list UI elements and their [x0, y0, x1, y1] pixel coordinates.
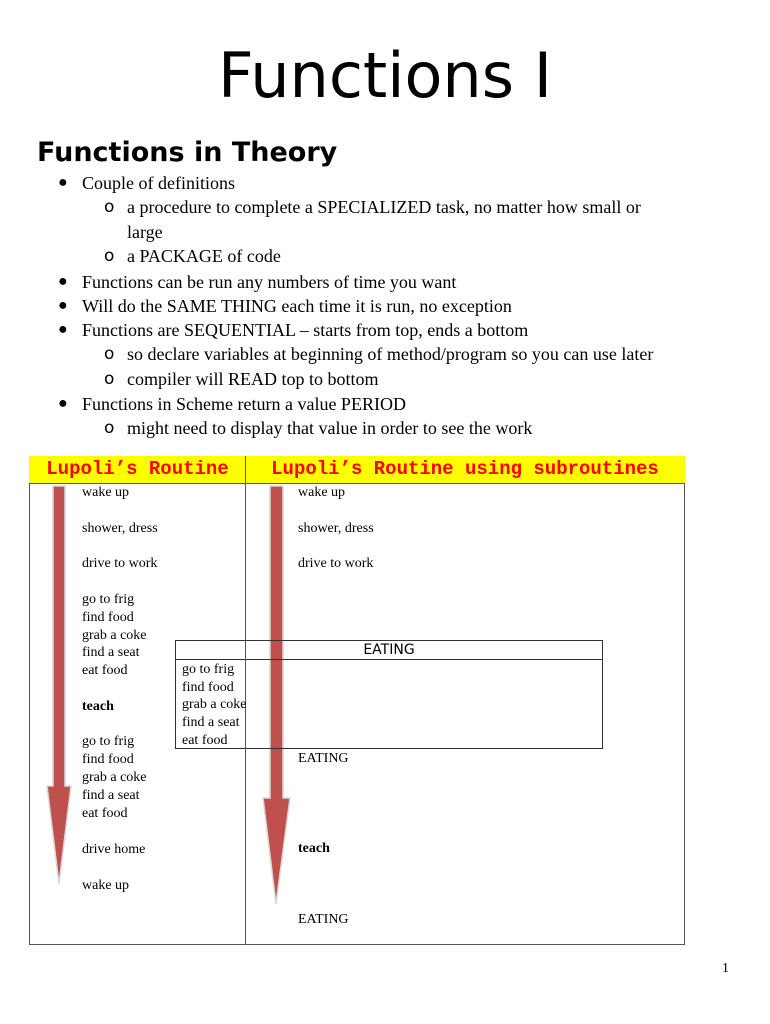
- bullet-marker: ●: [58, 297, 68, 314]
- sub-bullet-marker: o: [104, 344, 115, 364]
- page-title: Functions I: [217, 39, 552, 112]
- right-step: wake up: [298, 485, 346, 500]
- sub-bullet-marker: o: [104, 246, 115, 266]
- left-step: shower, dress: [82, 521, 158, 536]
- left-step-teach: teach: [82, 699, 114, 714]
- bullet-text: Couple of definitions: [82, 173, 235, 193]
- left-step: find a seat: [82, 788, 140, 803]
- left-step: go to frig: [82, 592, 135, 607]
- left-step: eat food: [82, 663, 128, 678]
- left-step: wake up: [82, 485, 130, 500]
- left-step: grab a coke: [82, 628, 147, 643]
- left-step: find food: [82, 610, 134, 625]
- bullet-marker: ●: [58, 395, 68, 412]
- eating-step: find a seat: [182, 715, 240, 730]
- left-column-header: Lupoli’s Routine: [29, 456, 246, 484]
- eating-step: eat food: [182, 733, 228, 748]
- left-step: drive to work: [82, 556, 158, 571]
- eating-box-divider: [175, 659, 603, 660]
- sub-bullet-text: might need to display that value in order to see the work: [127, 418, 533, 438]
- sub-bullet-marker: o: [104, 369, 115, 389]
- sub-bullet-text: large: [127, 222, 163, 242]
- page-number: 1: [722, 961, 729, 976]
- left-down-arrow-icon: [46, 486, 72, 886]
- eating-box-title: EATING: [363, 642, 415, 658]
- right-step: shower, dress: [298, 521, 374, 536]
- eating-step: go to frig: [182, 662, 235, 677]
- eating-step: grab a coke: [182, 697, 247, 712]
- left-step: eat food: [82, 806, 128, 821]
- bullet-marker: ●: [58, 321, 68, 338]
- sub-bullet-text: a procedure to complete a SPECIALIZED task, no matter how small or: [127, 197, 641, 217]
- left-step: go to frig: [82, 734, 135, 749]
- eating-step: find food: [182, 680, 234, 695]
- bullet-text: Functions can be run any numbers of time you want: [82, 272, 457, 292]
- left-arrow-shape: [47, 486, 71, 884]
- sub-bullet-marker: o: [104, 418, 115, 438]
- sub-bullet-text: compiler will READ top to bottom: [127, 369, 379, 389]
- right-step: drive to work: [298, 556, 374, 571]
- right-column-header: Lupoli’s Routine using subroutines: [245, 456, 685, 484]
- bullet-marker: ●: [58, 273, 68, 290]
- left-step: find food: [82, 752, 134, 767]
- section-heading: Functions in Theory: [37, 137, 338, 168]
- left-step: drive home: [82, 842, 146, 857]
- left-step: wake up: [82, 878, 130, 893]
- right-step-eating: EATING: [298, 912, 349, 927]
- left-step: find a seat: [82, 645, 140, 660]
- bullet-text: Functions in Scheme return a value PERIOD: [82, 394, 406, 414]
- sub-bullet-text: a PACKAGE of code: [127, 246, 281, 266]
- bullet-text: Will do the SAME THING each time it is run, no exception: [82, 296, 512, 316]
- right-step-eating: EATING: [298, 751, 349, 766]
- sub-bullet-text: so declare variables at beginning of method/program so you can use later: [127, 344, 654, 364]
- right-step-teach: teach: [298, 841, 330, 856]
- sub-bullet-marker: o: [104, 197, 115, 217]
- bullet-marker: ●: [58, 174, 68, 191]
- left-step: grab a coke: [82, 770, 147, 785]
- bullet-text: Functions are SEQUENTIAL – starts from top, ends a bottom: [82, 320, 529, 340]
